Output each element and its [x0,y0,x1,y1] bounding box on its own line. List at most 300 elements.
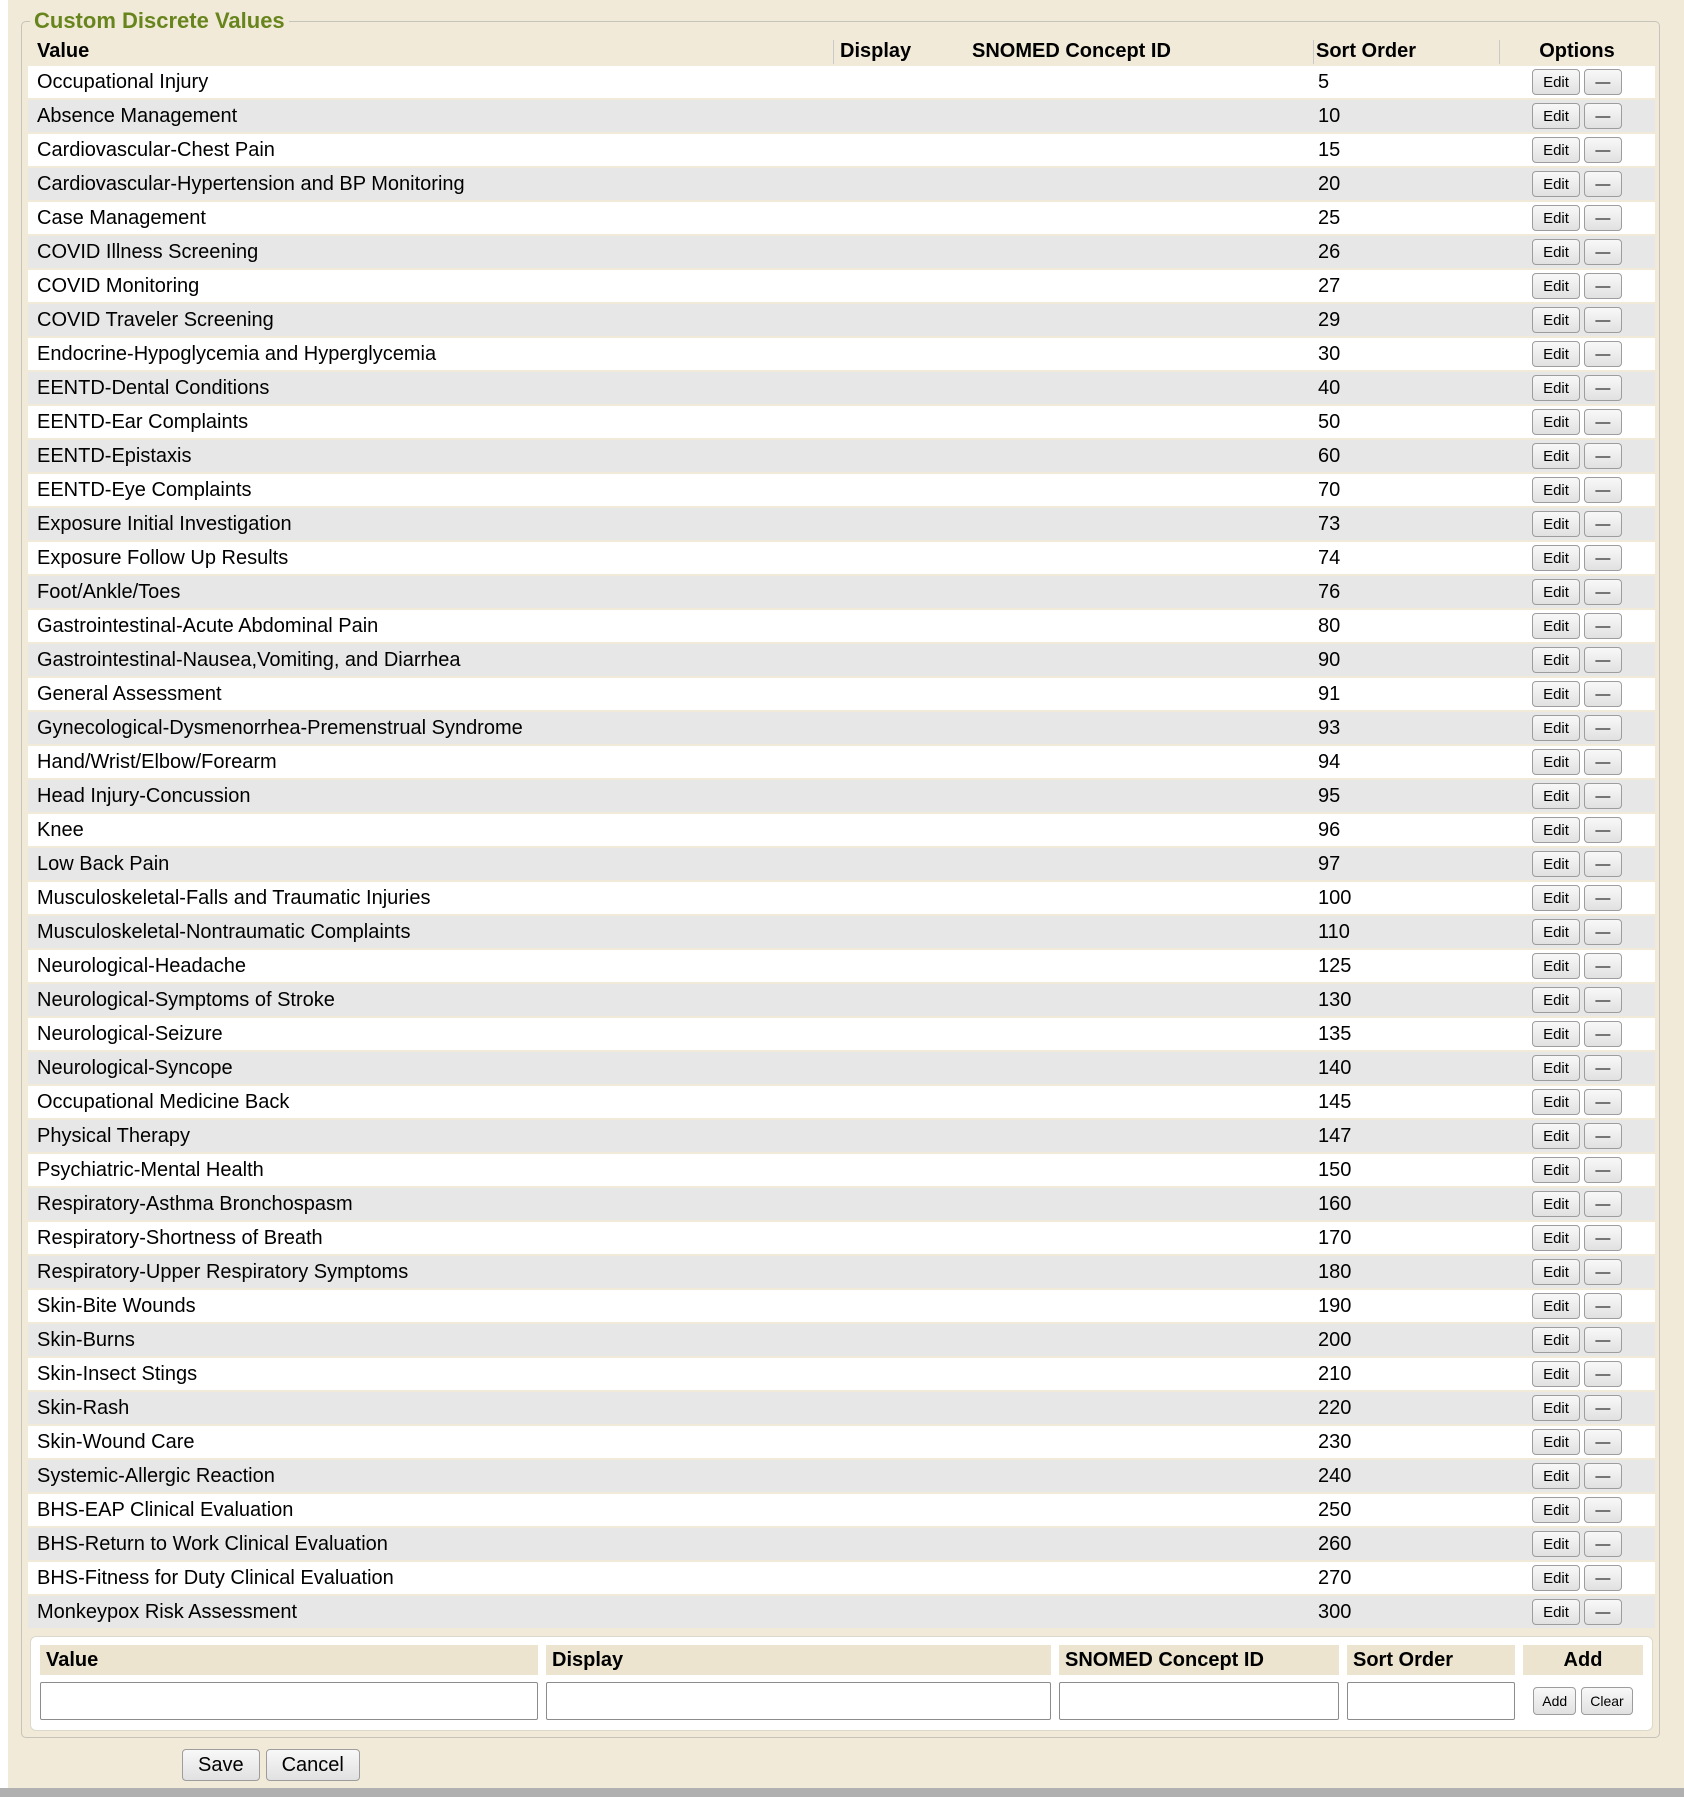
table-row [28,406,1655,438]
options-cell [1499,1497,1655,1523]
add-value-form [30,1636,1653,1731]
sort-order-input[interactable] [1347,1682,1515,1720]
edit-button[interactable]: Edit [1532,1531,1580,1557]
options-cell [1499,851,1655,877]
options-cell [1499,545,1655,571]
bottom-scrollbar-strip [0,1788,1684,1797]
value-cell: EENTD-Eye Complaints [37,478,252,501]
sort-order-cell: 25 [1318,206,1341,229]
edit-button[interactable]: Edit [1532,443,1580,469]
sort-order-cell: 76 [1318,580,1341,603]
remove-button[interactable]: — [1584,613,1622,639]
table-row [28,1290,1655,1322]
sort-order-cell: 90 [1318,648,1341,671]
sort-order-cell: 40 [1318,376,1341,399]
table-row [28,780,1655,812]
remove-button[interactable]: — [1584,1429,1622,1455]
options-cell [1499,987,1655,1013]
table-row [28,1562,1655,1594]
remove-button[interactable]: — [1584,1361,1622,1387]
options-cell [1499,1293,1655,1319]
display-input[interactable] [546,1682,1051,1720]
edit-button[interactable]: Edit [1532,1021,1580,1047]
edit-button[interactable]: Edit [1532,69,1580,95]
options-cell [1499,681,1655,707]
value-cell: Skin-Insect Stings [37,1362,198,1385]
table-rows [28,66,1655,1628]
table-row [28,1392,1655,1424]
remove-button[interactable]: — [1584,375,1622,401]
table-row [28,984,1655,1016]
table-row [28,1324,1655,1356]
value-cell: Case Management [37,206,206,229]
remove-button[interactable]: — [1584,579,1622,605]
add-form-header-add: Add [1523,1645,1643,1675]
edit-button[interactable]: Edit [1532,273,1580,299]
table-row [28,950,1655,982]
options-cell [1499,137,1655,163]
options-cell [1499,613,1655,639]
remove-button[interactable]: — [1584,1055,1622,1081]
sort-order-cell: 147 [1318,1124,1352,1147]
value-cell: Absence Management [37,104,238,127]
edit-button[interactable]: Edit [1532,103,1580,129]
table-row [28,168,1655,200]
value-cell: Gynecological-Dysmenorrhea-Premenstrual Syndrome [37,716,523,739]
table-row [28,1120,1655,1152]
sort-order-cell: 110 [1318,920,1350,943]
remove-button[interactable]: — [1584,647,1622,673]
remove-button[interactable]: — [1584,1123,1622,1149]
value-input[interactable] [40,1682,538,1720]
value-cell: Neurological-Syncope [37,1056,233,1079]
value-cell: Musculoskeletal-Falls and Traumatic Injuries [37,886,431,909]
sort-order-cell: 150 [1318,1158,1352,1181]
edit-button[interactable]: Edit [1532,953,1580,979]
value-cell: BHS-Fitness for Duty Clinical Evaluation [37,1566,394,1589]
remove-button[interactable]: — [1584,171,1622,197]
edit-button[interactable]: Edit [1532,1361,1580,1387]
column-header-snomed-concept-id: SNOMED Concept ID [972,40,1171,62]
table-row [28,508,1655,540]
edit-button[interactable]: Edit [1532,1225,1580,1251]
sort-order-cell: 93 [1318,716,1341,739]
options-cell [1499,1259,1655,1285]
edit-button[interactable]: Edit [1532,613,1580,639]
edit-button[interactable]: Edit [1532,715,1580,741]
remove-button[interactable]: — [1584,1021,1622,1047]
sort-order-cell: 26 [1318,240,1341,263]
remove-button[interactable]: — [1584,1191,1622,1217]
sort-order-cell: 145 [1318,1090,1352,1113]
column-header-sort-order: Sort Order [1316,40,1417,62]
sort-order-cell: 29 [1318,308,1341,331]
edit-button[interactable]: Edit [1532,647,1580,673]
sort-order-cell: 60 [1318,444,1341,467]
remove-button[interactable]: — [1584,1565,1622,1591]
table-row [28,1222,1655,1254]
sort-order-cell: 73 [1318,512,1341,535]
edit-button[interactable]: Edit [1532,1327,1580,1353]
options-cell [1499,919,1655,945]
sort-order-cell: 15 [1318,138,1341,161]
options-cell [1499,817,1655,843]
value-cell: COVID Traveler Screening [37,308,274,331]
add-button[interactable]: Add [1533,1687,1576,1715]
options-cell [1499,1123,1655,1149]
column-header-display: Display [840,40,912,62]
table-row [28,746,1655,778]
remove-button[interactable]: — [1584,885,1622,911]
table-row [28,66,1655,98]
value-cell: Knee [37,818,84,841]
value-cell: Cardiovascular-Hypertension and BP Monitoring [37,172,465,195]
edit-button[interactable]: Edit [1532,1191,1580,1217]
table-row [28,848,1655,880]
options-cell [1499,239,1655,265]
sort-order-cell: 100 [1318,886,1352,909]
edit-button[interactable]: Edit [1532,1599,1580,1625]
value-cell: Occupational Injury [37,70,209,93]
table-row [28,1188,1655,1220]
value-cell: Occupational Medicine Back [37,1090,290,1113]
options-cell [1499,579,1655,605]
footer-actions [182,1749,1684,1781]
value-cell: Skin-Bite Wounds [37,1294,196,1317]
sort-order-cell: 210 [1318,1362,1352,1385]
value-cell: Physical Therapy [37,1124,191,1147]
value-cell: Low Back Pain [37,852,170,875]
sort-order-cell: 220 [1318,1396,1352,1419]
table-row [28,1494,1655,1526]
sort-order-cell: 94 [1318,750,1341,773]
table-row [28,304,1655,336]
table-row [28,882,1655,914]
value-cell: BHS-Return to Work Clinical Evaluation [37,1532,388,1555]
value-cell: Psychiatric-Mental Health [37,1158,264,1181]
remove-button[interactable]: — [1584,1225,1622,1251]
sort-order-cell: 70 [1318,478,1341,501]
sort-order-cell: 300 [1318,1600,1352,1623]
table-row [28,100,1655,132]
add-form-header-snomed: SNOMED Concept ID [1059,1645,1339,1675]
sort-order-cell: 200 [1318,1328,1352,1351]
save-button[interactable]: Save [182,1749,260,1781]
options-cell [1499,1463,1655,1489]
remove-button[interactable]: — [1584,443,1622,469]
sort-order-cell: 50 [1318,410,1341,433]
table-row [28,440,1655,472]
sort-order-cell: 180 [1318,1260,1352,1283]
table-row [28,712,1655,744]
value-cell: Neurological-Symptoms of Stroke [37,988,335,1011]
sort-order-cell: 240 [1318,1464,1352,1487]
options-cell [1499,715,1655,741]
value-cell: Skin-Wound Care [37,1430,195,1453]
snomed-concept-id-input[interactable] [1059,1682,1339,1720]
edit-button[interactable]: Edit [1532,1463,1580,1489]
value-cell: BHS-EAP Clinical Evaluation [37,1498,294,1521]
remove-button[interactable]: — [1584,783,1622,809]
remove-button[interactable]: — [1584,545,1622,571]
value-cell: COVID Monitoring [37,274,200,297]
edit-button[interactable]: Edit [1532,341,1580,367]
value-cell: Foot/Ankle/Toes [37,580,181,603]
edit-button[interactable]: Edit [1532,137,1580,163]
value-cell: Skin-Rash [37,1396,130,1419]
remove-button[interactable]: — [1584,987,1622,1013]
options-cell [1499,1531,1655,1557]
sort-order-cell: 74 [1318,546,1341,569]
remove-button[interactable]: — [1584,817,1622,843]
options-cell [1499,69,1655,95]
options-cell [1499,1157,1655,1183]
edit-button[interactable]: Edit [1532,1497,1580,1523]
edit-button[interactable]: Edit [1532,1429,1580,1455]
value-cell: EENTD-Epistaxis [37,444,192,467]
edit-button[interactable]: Edit [1532,987,1580,1013]
table-row [28,610,1655,642]
edit-button[interactable]: Edit [1532,749,1580,775]
clear-button[interactable]: Clear [1581,1687,1632,1715]
value-cell: COVID Illness Screening [37,240,259,263]
sort-order-cell: 170 [1318,1226,1352,1249]
edit-button[interactable]: Edit [1532,239,1580,265]
add-form-header-display: Display [546,1645,1051,1675]
table-row [28,134,1655,166]
remove-button[interactable]: — [1584,273,1622,299]
remove-button[interactable]: — [1584,103,1622,129]
sort-order-cell: 5 [1318,70,1330,93]
edit-button[interactable]: Edit [1532,1293,1580,1319]
edit-button[interactable]: Edit [1532,919,1580,945]
remove-button[interactable]: — [1584,1089,1622,1115]
value-cell: Neurological-Seizure [37,1022,223,1045]
options-cell [1499,885,1655,911]
value-cell: Neurological-Headache [37,954,247,977]
table-row [28,202,1655,234]
edit-button[interactable]: Edit [1532,1157,1580,1183]
remove-button[interactable]: — [1584,681,1622,707]
sort-order-cell: 80 [1318,614,1341,637]
remove-button[interactable]: — [1584,239,1622,265]
sort-order-cell: 20 [1318,172,1341,195]
options-cell [1499,647,1655,673]
remove-button[interactable]: — [1584,511,1622,537]
sort-order-cell: 95 [1318,784,1341,807]
edit-button[interactable]: Edit [1532,307,1580,333]
options-cell [1499,1565,1655,1591]
cancel-button[interactable]: Cancel [266,1749,360,1781]
custom-discrete-values-fieldset [21,8,1660,1738]
edit-button[interactable]: Edit [1532,1123,1580,1149]
options-cell [1499,103,1655,129]
remove-button[interactable]: — [1584,953,1622,979]
edit-button[interactable]: Edit [1532,205,1580,231]
value-cell: Exposure Initial Investigation [37,512,292,535]
custom-discrete-values-panel [8,0,1684,1788]
remove-button[interactable]: — [1584,1157,1622,1183]
edit-button[interactable]: Edit [1532,851,1580,877]
add-form-header-value: Value [40,1645,538,1675]
column-header-value: Value [37,40,90,62]
value-cell: Respiratory-Asthma Bronchospasm [37,1192,353,1215]
edit-button[interactable]: Edit [1532,1055,1580,1081]
remove-button[interactable]: — [1584,1395,1622,1421]
value-cell: Musculoskeletal-Nontraumatic Complaints [37,920,411,943]
options-cell [1499,1429,1655,1455]
table-row [28,1426,1655,1458]
remove-button[interactable]: — [1584,307,1622,333]
remove-button[interactable]: — [1584,341,1622,367]
sort-order-cell: 130 [1318,988,1352,1011]
edit-button[interactable]: Edit [1532,579,1580,605]
table-row [28,1018,1655,1050]
table-row [28,1086,1655,1118]
options-cell [1499,783,1655,809]
table-row [28,338,1655,370]
table-row [28,678,1655,710]
options-cell [1499,1225,1655,1251]
remove-button[interactable]: — [1584,1463,1622,1489]
edit-button[interactable]: Edit [1532,1565,1580,1591]
table-row [28,1358,1655,1390]
value-cell: Gastrointestinal-Nausea,Vomiting, and Diarrhea [37,648,461,671]
options-cell [1499,443,1655,469]
options-cell [1499,1055,1655,1081]
value-cell: Cardiovascular-Chest Pain [37,138,275,161]
value-cell: General Assessment [37,682,222,705]
sort-order-cell: 160 [1318,1192,1352,1215]
sort-order-cell: 140 [1318,1056,1352,1079]
value-cell: EENTD-Dental Conditions [37,376,270,399]
table-row [28,916,1655,948]
add-form-buttons [1523,1687,1643,1715]
sort-order-cell: 27 [1318,274,1341,297]
sort-order-cell: 250 [1318,1498,1352,1521]
sort-order-cell: 270 [1318,1566,1352,1589]
sort-order-cell: 97 [1318,852,1341,875]
sort-order-cell: 30 [1318,342,1341,365]
options-cell [1499,341,1655,367]
options-cell [1499,1395,1655,1421]
options-cell [1499,477,1655,503]
edit-button[interactable]: Edit [1532,1395,1580,1421]
options-cell [1499,307,1655,333]
options-cell [1499,953,1655,979]
sort-order-cell: 190 [1318,1294,1352,1317]
remove-button[interactable]: — [1584,851,1622,877]
sort-order-cell: 91 [1318,682,1341,705]
options-cell [1499,409,1655,435]
remove-button[interactable]: — [1584,1497,1622,1523]
edit-button[interactable]: Edit [1532,545,1580,571]
edit-button[interactable]: Edit [1532,885,1580,911]
remove-button[interactable]: — [1584,69,1622,95]
value-cell: Hand/Wrist/Elbow/Forearm [37,750,277,773]
sort-order-cell: 125 [1318,954,1352,977]
remove-button[interactable]: — [1584,137,1622,163]
table-row [28,814,1655,846]
value-cell: Gastrointestinal-Acute Abdominal Pain [37,614,379,637]
value-cell: Systemic-Allergic Reaction [37,1464,275,1487]
table-row [28,542,1655,574]
sort-order-cell: 10 [1318,104,1341,127]
options-cell [1499,273,1655,299]
edit-button[interactable]: Edit [1532,409,1580,435]
edit-button[interactable]: Edit [1532,681,1580,707]
edit-button[interactable]: Edit [1532,511,1580,537]
options-cell [1499,511,1655,537]
options-cell [1499,205,1655,231]
options-cell [1499,1361,1655,1387]
options-cell [1499,1089,1655,1115]
table-row [28,1528,1655,1560]
options-cell [1499,749,1655,775]
value-cell: Skin-Burns [37,1328,135,1351]
table-row [28,644,1655,676]
options-cell [1499,171,1655,197]
value-cell: Endocrine-Hypoglycemia and Hyperglycemia [37,342,437,365]
edit-button[interactable]: Edit [1532,477,1580,503]
remove-button[interactable]: — [1584,205,1622,231]
edit-button[interactable]: Edit [1532,1089,1580,1115]
sort-order-cell: 135 [1318,1022,1352,1045]
remove-button[interactable]: — [1584,749,1622,775]
table-row [28,236,1655,268]
remove-button[interactable]: — [1584,1259,1622,1285]
remove-button[interactable]: — [1584,477,1622,503]
page-title: Custom Discrete Values [34,8,285,33]
table-row [28,1256,1655,1288]
table-row [28,372,1655,404]
options-cell [1499,1599,1655,1625]
sort-order-cell: 260 [1318,1532,1352,1555]
add-form-header-sort-order: Sort Order [1347,1645,1515,1675]
edit-button[interactable]: Edit [1532,375,1580,401]
remove-button[interactable]: — [1584,715,1622,741]
options-cell [1499,1327,1655,1353]
table-header-row [28,38,1655,66]
table-row [28,474,1655,506]
value-cell: Monkeypox Risk Assessment [37,1600,298,1623]
remove-button[interactable]: — [1584,1599,1622,1625]
value-cell: Head Injury-Concussion [37,784,251,807]
value-cell: Respiratory-Upper Respiratory Symptoms [37,1260,409,1283]
remove-button[interactable]: — [1584,1531,1622,1557]
remove-button[interactable]: — [1584,1293,1622,1319]
edit-button[interactable]: Edit [1532,1259,1580,1285]
sort-order-cell: 96 [1318,818,1341,841]
sort-order-cell: 230 [1318,1430,1352,1453]
remove-button[interactable]: — [1584,919,1622,945]
table-row [28,270,1655,302]
column-header-options: Options [1539,40,1615,62]
table-row [28,1154,1655,1186]
edit-button[interactable]: Edit [1532,817,1580,843]
table-row [28,1460,1655,1492]
edit-button[interactable]: Edit [1532,171,1580,197]
options-cell [1499,1021,1655,1047]
edit-button[interactable]: Edit [1532,783,1580,809]
table-row [28,1596,1655,1628]
value-cell: EENTD-Ear Complaints [37,410,249,433]
remove-button[interactable]: — [1584,409,1622,435]
table-row [28,1052,1655,1084]
remove-button[interactable]: — [1584,1327,1622,1353]
table-row [28,576,1655,608]
header-divider [833,40,834,64]
